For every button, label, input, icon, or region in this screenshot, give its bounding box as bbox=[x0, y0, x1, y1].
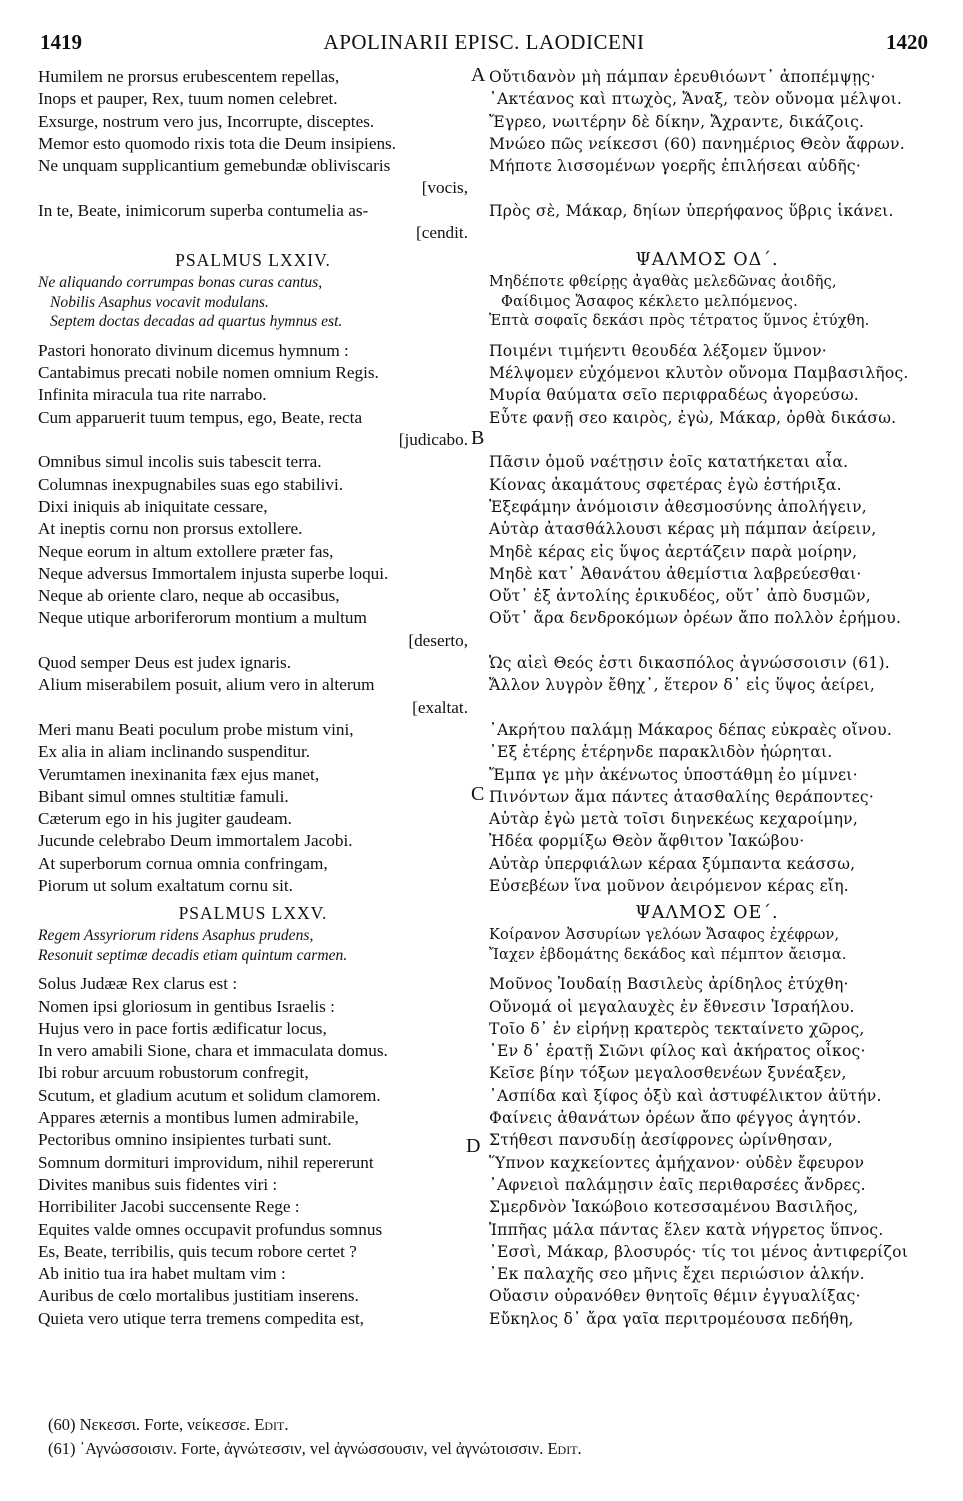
verse-line: [deserto, bbox=[408, 630, 468, 650]
verse-line: ᾽Εξ ἑτέρης ἑτέρηνδε παρακλιδὸν ἠώρηται. bbox=[489, 743, 833, 762]
verse-line: Μήποτε λισσομένων γοερῆς ἐπιλήσεαι αὐδῆς· bbox=[489, 157, 862, 176]
verse-line: ᾽Εσσὶ, Μάκαρ, βλοσυρός· τίς τοι μένος ἀντιφερίζοι bbox=[489, 1242, 909, 1261]
psalm-heading: ΨΑΛΜΟΣ ΟΔ΄. bbox=[635, 250, 779, 271]
verse-line: Ne unquam supplicantium gemebundæ obliviscaris bbox=[38, 156, 391, 176]
verse-line: ᾽Εν δ᾽ ἐρατῇ Σιῶνι φίλος καὶ ἀκήρατος οἶκος· bbox=[489, 1042, 866, 1061]
verse-line: Omnibus simul incolis suis tabescit terra. bbox=[38, 452, 322, 472]
verse-line: Μηδὲ κέρας εἰς ὕψος ἀερτάζειν παρὰ μοίρην, bbox=[489, 542, 858, 561]
verse-line: Nobilis Asaphus vocavit modulans. bbox=[50, 293, 269, 311]
verse-line: Divites manibus suis fidentes viri : bbox=[38, 1174, 278, 1194]
footnote-text: (60) Νεκεσσι. Forte, νείκεσσε. bbox=[48, 1415, 251, 1434]
verse-line: In te, Beate, inimicorum superba contumelia as- bbox=[38, 200, 369, 220]
footnote-editor-mark: Edit. bbox=[547, 1439, 582, 1458]
footnote-editor-mark: Edit. bbox=[254, 1415, 289, 1434]
verse-line: Inops et pauper, Rex, tuum nomen celebret. bbox=[38, 89, 338, 109]
verse-line: Piorum ut solum exaltatum cornu sit. bbox=[38, 876, 293, 895]
verse-line: [judicabo. bbox=[398, 430, 468, 450]
verse-line: Horribiliter Jacobi succensente Rege : bbox=[38, 1197, 300, 1217]
psalm-heading: ΨΑΛΜΟΣ ΟΕ΄. bbox=[635, 903, 779, 924]
verse-line: Es, Beate, terribilis, quis tecum robore certet ? bbox=[38, 1241, 357, 1261]
verse-line: ᾽Αφνειοὶ παλάμῃσιν ἑαῖς περιθαρσέες ἄνδρες. bbox=[489, 1175, 866, 1194]
verse-line: [exaltat. bbox=[412, 697, 468, 717]
footnote bbox=[48, 1413, 928, 1437]
verse-line: Exsurge, nostrum vero jus, Incorrupte, disceptes. bbox=[38, 111, 375, 131]
spacer bbox=[489, 965, 925, 973]
verse-line: ᾽Ακρήτου παλάμῃ Μάκαρος δέπας εὐκραὲς οἴνου. bbox=[489, 720, 893, 739]
footnotes bbox=[48, 1413, 928, 1461]
verse-line: Pastori honorato divinum dicemus hymnum : bbox=[38, 340, 349, 360]
spacer bbox=[489, 429, 925, 451]
verse-line: Μυρία θαύματα σεῖο περιφραδέως ἀγορεύσω. bbox=[489, 386, 859, 405]
verse-line: Memor esto quomodo rixis tota die Deum insipiens. bbox=[38, 133, 397, 153]
margin-marker-b: B bbox=[471, 427, 485, 449]
margin-marker-a: A bbox=[471, 64, 486, 86]
verse-line: Cæterum ego in his jugiter gaudeam. bbox=[38, 809, 292, 829]
verse-line: Infinita miracula tua rite narrabo. bbox=[38, 385, 267, 405]
verse-line: Ἔγρεο, νωιτέρην δὲ δίκην, Ἄχραντε, δικάζοις. bbox=[489, 112, 865, 131]
verse-line: Σμερδνὸν Ἰακώβοιο κοτεσσαμένου Βασιλῆος, bbox=[489, 1198, 859, 1217]
verse-line: Somnum dormituri improvidum, nihil repererunt bbox=[38, 1152, 374, 1172]
verse-line: Μηδέποτε φθείρῃς ἀγαθὰς μελεδῶνας ἀοιδῆς, bbox=[489, 274, 837, 291]
verse-line: Φαίδιμος Ἄσαφος κέκλετο μελπόμενος. bbox=[501, 293, 798, 310]
verse-line: Septem doctas decadas ad quartus hymnus est. bbox=[50, 313, 343, 331]
verse-line: Scutum, et gladium acutum et solidum clamorem. bbox=[38, 1085, 381, 1105]
verse-line: Jucunde celebrabo Deum immortalem Jacobi. bbox=[38, 831, 353, 851]
verse-line: Κοίρανον Ἀσσυρίων γελόων Ἄσαφος ἐχέφρων, bbox=[489, 927, 840, 944]
verse-line: ᾽Εκ παλαχῆς σεο μῆνις ἔχει περιώσιον ἀλκήν. bbox=[489, 1265, 865, 1284]
verse-line: Ὡς αἰεὶ Θεός ἐστι δικασπόλος ἀγνώσσοισιν (61). bbox=[489, 654, 890, 673]
verse-line: Ἑπτὰ σοφαῖς δεκάσι πρὸς τέτρατος ὕμνος ἐτύχθη. bbox=[489, 313, 870, 330]
page-number-left: 1419 bbox=[40, 30, 82, 54]
verse-line: At ineptis cornu non prorsus extollere. bbox=[38, 519, 303, 539]
verse-line: Εὖτε φανῇ σεο καιρὸς, ἐγὼ, Μάκαρ, ὀρθὰ δικάσω. bbox=[489, 408, 897, 427]
verse-line: In vero amabili Sione, chara et immaculata domus. bbox=[38, 1041, 388, 1061]
verse-line: Οὔτ᾽ ἐξ ἀντολίης ἐρικυδέος, οὔτ᾽ ἀπὸ δυσμῶν, bbox=[489, 587, 871, 606]
verse-line: Neque eorum in altum extollere præter fas, bbox=[38, 541, 334, 561]
verse-line: Ἴαχεν ἑβδομάτης δεκάδος καὶ πέμπτον ἄεισμα. bbox=[489, 946, 847, 963]
verse-line: Bibant simul omnes stultitiæ famuli. bbox=[38, 786, 289, 806]
greek-column bbox=[489, 66, 925, 1330]
verse-line: Οὔνομά οἱ μεγαλαυχὲς ἐν ἔθνεσιν Ἰσραήλου. bbox=[489, 997, 855, 1016]
psalm-heading: PSALMUS LXXV. bbox=[178, 903, 328, 924]
verse-line: Cantabimus precati nobile nomen omnium Regis. bbox=[38, 363, 379, 383]
verse-line: Solus Judææ Rex clarus est : bbox=[38, 974, 238, 994]
verse-line: Μνώεο πῶς νείκεσσι (60) πανημέριος Θεὸν ἄφρων. bbox=[489, 134, 905, 153]
verse-line: Πᾶσιν ὁμοῦ ναέτῃσιν ἑοῖς κατατήκεται αἶα. bbox=[489, 453, 849, 472]
verse-line: Hujus vero in pace fortis ædificatur locus, bbox=[38, 1018, 327, 1038]
verse-line: Ἔμπα γε μὴν ἀκένωτος ὑποστάθμη ἐο μίμνει· bbox=[489, 765, 858, 784]
verse-line: Ἱππῆας μάλα πάντας ἕλεν κατὰ νήγρετος ὕπνος. bbox=[489, 1220, 884, 1239]
spacer bbox=[38, 965, 468, 973]
verse-line: Ibi robur arcuum robustorum confregit, bbox=[38, 1063, 309, 1083]
verse-line: Appares æternis a montibus lumen admirabile, bbox=[38, 1108, 359, 1128]
verse-line: Neque adversus Immortalem injusta superbe loqui. bbox=[38, 563, 389, 583]
page-header bbox=[40, 30, 928, 60]
verse-line: Ἠδέα φορμίξω Θεὸν ἄφθιτον Ἰακώβου· bbox=[489, 832, 805, 851]
verse-line: Κεῖσε βίην τόξων μεγαλοσθενέων ξυνέαξεν, bbox=[489, 1064, 847, 1083]
verse-line: Ἐξεφάμην ἀνόμοισιν ἀθεσμοσύνης ἀπολήγειν, bbox=[489, 497, 867, 516]
spacer bbox=[489, 630, 925, 652]
verse-line: Φαίνεις ἀθανάτων ὀρέων ἄπο φέγγος ἀγητόν. bbox=[489, 1109, 862, 1128]
verse-line: Pectoribus omnino insipientes turbati sunt. bbox=[38, 1130, 332, 1150]
verse-line: Neque utique arboriferorum montium a multum bbox=[38, 608, 367, 628]
spacer bbox=[489, 697, 925, 719]
margin-marker-d: D bbox=[466, 1135, 481, 1157]
spacer bbox=[489, 332, 925, 340]
verse-line: Auribus de cœlo mortalibus justitiam inserens. bbox=[38, 1286, 359, 1306]
verse-line: Πρὸς σὲ, Μάκαρ, δηίων ὑπερήφανος ὕβρις ἱκάνει. bbox=[489, 201, 894, 220]
verse-line: Αὐτὰρ ἀτασθάλλουσι κέρας μὴ πάμπαν ἀείρειν, bbox=[489, 520, 877, 539]
verse-line: Οὔασιν οὐρανόθεν θνητοῖς θέμιν ἐγγυαλίξας· bbox=[489, 1287, 861, 1306]
page-number-right: 1420 bbox=[886, 30, 928, 54]
verse-line: Columnas inexpugnabiles suas ego stabilivi. bbox=[38, 474, 344, 494]
verse-line: Ab initio tua ira habet multam vim : bbox=[38, 1264, 286, 1284]
verse-line: [cendit. bbox=[415, 223, 468, 243]
verse-line: Αὐτὰρ ἐγὼ μετὰ τοῖσι διηνεκέως κεχαροίμην, bbox=[489, 810, 858, 829]
verse-line: Quieta vero utique terra tremens compedita est, bbox=[38, 1308, 364, 1328]
spacer bbox=[38, 332, 468, 340]
verse-line: Ἄλλον λυγρὸν ἔθηχ᾽, ἕτερον δ᾽ εἰς ὕψος ἀείρει, bbox=[489, 676, 876, 695]
margin-marker-c: C bbox=[471, 783, 485, 805]
verse-line: Εὔκηλος δ᾽ ἄρα γαῖα περιτρομέουσα πεδήθη, bbox=[489, 1309, 854, 1328]
verse-line: Alium miserabilem posuit, alium vero in alterum bbox=[38, 675, 375, 695]
verse-line: Αὐτὰρ ὑπερφιάλων κέραα ξύμπαντα κεάσσω, bbox=[489, 854, 856, 873]
verse-line: Εὐσεβέων ἵνα μοῦνον ἀειρόμενον κέρας εἴη. bbox=[489, 877, 849, 895]
verse-line: Cum apparuerit tuum tempus, ego, Beate, recta bbox=[38, 407, 363, 427]
verse-line: Dixi iniquis ab iniquitate cessare, bbox=[38, 496, 268, 516]
running-title: APOLINARII EPISC. LAODICENI bbox=[323, 30, 645, 54]
verse-line: At superborum cornua omnia confringam, bbox=[38, 853, 328, 873]
verse-line: Nomen ipsi gloriosum in gentibus Israelis : bbox=[38, 996, 335, 1016]
verse-line: Στήθεσι πανσυδίῃ ἀεσίφρονες ὠρίνθησαν, bbox=[489, 1131, 833, 1150]
verse-line: Πινόντων ἅμα πάντες ἀτασθαλίης θεράποντες· bbox=[489, 787, 875, 806]
psalm-heading: PSALMUS LXXIV. bbox=[175, 250, 331, 271]
verse-line: Μοῦνος Ἰουδαίῃ Βασιλεὺς ἀρίδηλος ἐτύχθη· bbox=[489, 975, 849, 994]
verse-line: ᾽Ασπίδα καὶ ξίφος ὀξὺ καὶ ἀστυφέλικτον ἀϋτήν. bbox=[489, 1086, 882, 1105]
verse-line: Quod semper Deus est judex ignaris. bbox=[38, 653, 291, 673]
verse-line: Equites valde omnes occupavit profundus somnus bbox=[38, 1219, 383, 1239]
verse-line: Ne aliquando corrumpas bonas curas cantus, bbox=[38, 274, 323, 292]
footnote bbox=[48, 1437, 928, 1461]
spacer bbox=[489, 222, 925, 244]
verse-line: Οὔτ᾽ ἄρα δενδροκόμων ὀρέων ἄπο πολλὸν ἐρήμου. bbox=[489, 609, 902, 628]
spacer bbox=[489, 177, 925, 199]
verse-line: Regem Assyriorum ridens Asaphus prudens, bbox=[38, 927, 314, 945]
verse-line: Οὔτιδανὸν μὴ πάμπαν ἐρευθιόωντ᾽ ἀποπέμψῃς· bbox=[489, 68, 876, 86]
verse-line: Ex alia in aliam inclinando suspenditur. bbox=[38, 742, 311, 762]
verse-line: Κίονας ἀκαμάτους σφετέρας ἐγὼ ἐστήριξα. bbox=[489, 475, 842, 494]
verse-line: Τοῖο δ᾽ ἐν εἰρήνῃ κρατερὸς τεκταίνετο χῶρος, bbox=[489, 1019, 865, 1038]
verse-line: ᾽Ακτέανος καὶ πτωχὸς, Ἄναξ, τεὸν οὔνομα μέλψοι. bbox=[489, 90, 903, 109]
verse-line: Μηδὲ κατ᾽ Ἀθανάτου ἀθεμίστια λαβρεύεσθαι· bbox=[489, 564, 862, 583]
verse-line: Ὕπνον καχκείοντες ἀμήχανον· οὐδὲν ἔφευρον bbox=[489, 1153, 865, 1172]
verse-line: Meri manu Beati poculum probe mistum vini, bbox=[38, 719, 354, 739]
verse-line: Ποιμένι τιμήεντι θεουδέα λέξομεν ὕμνον· bbox=[489, 341, 827, 360]
verse-line: Μέλψομεν εὐχόμενοι κλυτὸν οὔνομα Παμβασιλῆος. bbox=[489, 364, 909, 383]
verse-line: [vocis, bbox=[421, 178, 468, 198]
verse-line: Verumtamen inexinanita fæx ejus manet, bbox=[38, 764, 320, 784]
footnote-text: (61) ᾽Αγνώσσοισιν. Forte, ἀγνώτεσσιν, vel ἀγνώσσουσιν, vel ἀγνώτοισσιν. bbox=[48, 1439, 544, 1458]
verse-line: Humilem ne prorsus erubescentem repellas, bbox=[38, 67, 340, 86]
latin-column bbox=[38, 66, 468, 1330]
verse-line: Neque ab oriente claro, neque ab occasibus, bbox=[38, 586, 340, 606]
verse-line: Resonuit septimæ decadis etiam quintum carmen. bbox=[38, 946, 348, 964]
